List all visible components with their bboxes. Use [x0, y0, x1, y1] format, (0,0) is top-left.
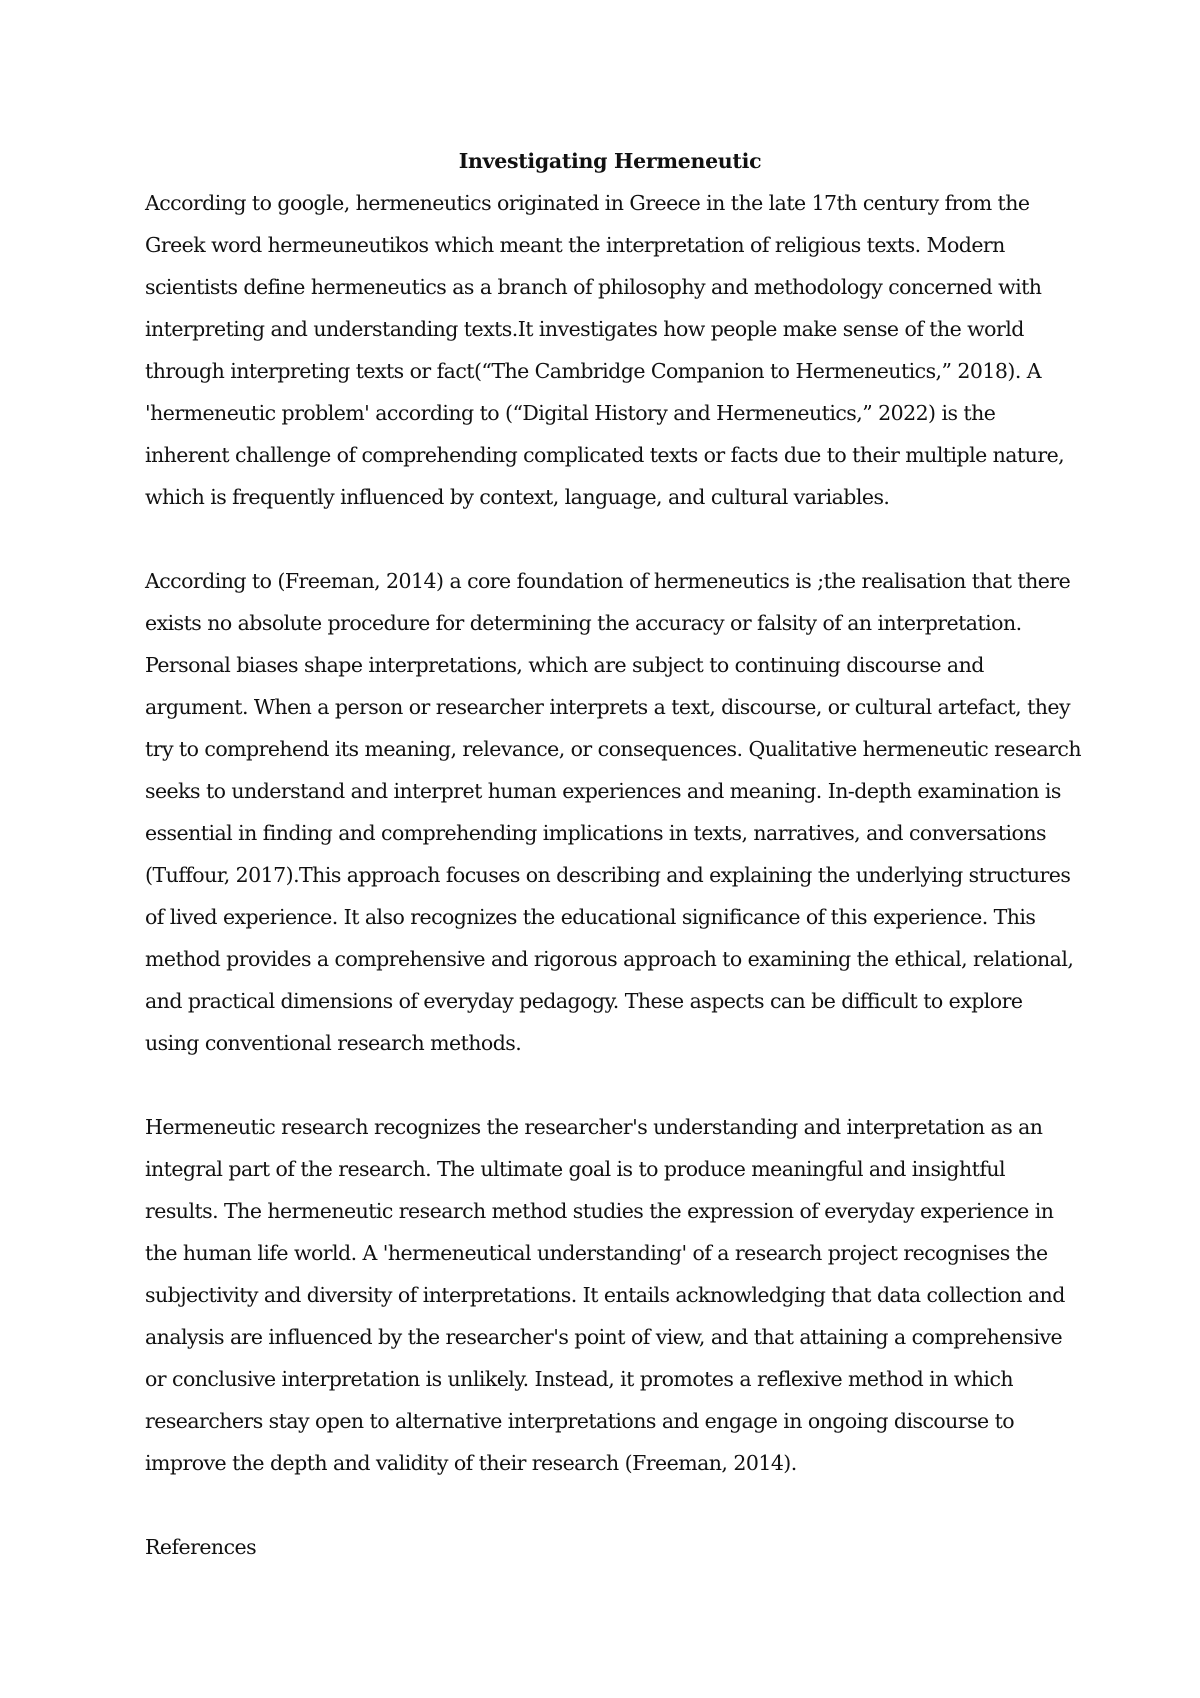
- paragraph-line: 'hermeneutic problem' according to (“Digital History and Hermeneutics,” 2022) is the: [145, 401, 996, 425]
- paragraph-line: and practical dimensions of everyday pedagogy. These aspects can be difficult to explore: [145, 989, 1023, 1013]
- paragraphs-container: [145, 182, 1082, 1484]
- paragraph-line: of lived experience. It also recognizes the educational significance of this experience. This: [145, 905, 1036, 929]
- paragraph-line: method provides a comprehensive and rigorous approach to examining the ethical, relational,: [145, 947, 1074, 971]
- paragraph-line: improve the depth and validity of their research (Freeman, 2014).: [145, 1451, 797, 1475]
- paragraph-line: the human life world. A 'hermeneutical understanding' of a research project recognises the: [145, 1241, 1048, 1265]
- paragraph-line: subjectivity and diversity of interpretations. It entails acknowledging that data collection and: [145, 1283, 1065, 1307]
- body-paragraph: [145, 1106, 1075, 1484]
- paragraph-line: scientists define hermeneutics as a branch of philosophy and methodology concerned with: [145, 275, 1042, 299]
- paragraph-line: analysis are influenced by the researcher's point of view, and that attaining a comprehensive: [145, 1325, 1063, 1349]
- paragraph-line: try to comprehend its meaning, relevance, or consequences. Qualitative hermeneutic research: [145, 737, 1082, 761]
- body-paragraph: [145, 560, 1082, 1064]
- paragraph-line: using conventional research methods.: [145, 1031, 522, 1055]
- paragraph-line: researchers stay open to alternative interpretations and engage in ongoing discourse to: [145, 1409, 1015, 1433]
- paragraph-line: exists no absolute procedure for determining the accuracy or falsity of an interpretation.: [145, 611, 1022, 635]
- paragraph-line: interpreting and understanding texts.It investigates how people make sense of the world: [145, 317, 1024, 341]
- paragraph-line: Personal biases shape interpretations, which are subject to continuing discourse and: [145, 653, 984, 677]
- paragraph-line: through interpreting texts or fact(“The Cambridge Companion to Hermeneutics,” 2018). A: [145, 359, 1042, 383]
- paragraph-line: integral part of the research. The ultimate goal is to produce meaningful and insightful: [145, 1157, 1006, 1181]
- paragraph-line: According to (Freeman, 2014) a core foundation of hermeneutics is ;the realisation that there: [145, 569, 1071, 593]
- paragraph-line: Greek word hermeuneutikos which meant the interpretation of religious texts. Modern: [145, 233, 1005, 257]
- document-body: [145, 140, 1082, 1568]
- paragraph-line: or conclusive interpretation is unlikely. Instead, it promotes a reflexive method in which: [145, 1367, 1014, 1391]
- references-heading: References: [145, 1535, 257, 1559]
- paragraph-line: essential in finding and comprehending implications in texts, narratives, and conversations: [145, 821, 1046, 845]
- paragraph-line: argument. When a person or researcher interprets a text, discourse, or cultural artefact, they: [145, 695, 1071, 719]
- paragraph-line: (Tuffour, 2017).This approach focuses on describing and explaining the underlying structures: [145, 863, 1071, 887]
- body-paragraph: [145, 182, 1075, 518]
- paragraph-line: which is frequently influenced by context, language, and cultural variables.: [145, 485, 890, 509]
- paragraph-line: According to google, hermeneutics originated in Greece in the late 17th century from the: [145, 191, 1030, 215]
- paragraph-line: inherent challenge of comprehending complicated texts or facts due to their multiple nature,: [145, 443, 1065, 467]
- paragraph-line: Hermeneutic research recognizes the researcher's understanding and interpretation as an: [145, 1115, 1043, 1139]
- paragraph-line: results. The hermeneutic research method studies the expression of everyday experience in: [145, 1199, 1054, 1223]
- document-title: Investigating Hermeneutic: [458, 149, 762, 173]
- paragraph-line: seeks to understand and interpret human experiences and meaning. In-depth examination is: [145, 779, 1061, 803]
